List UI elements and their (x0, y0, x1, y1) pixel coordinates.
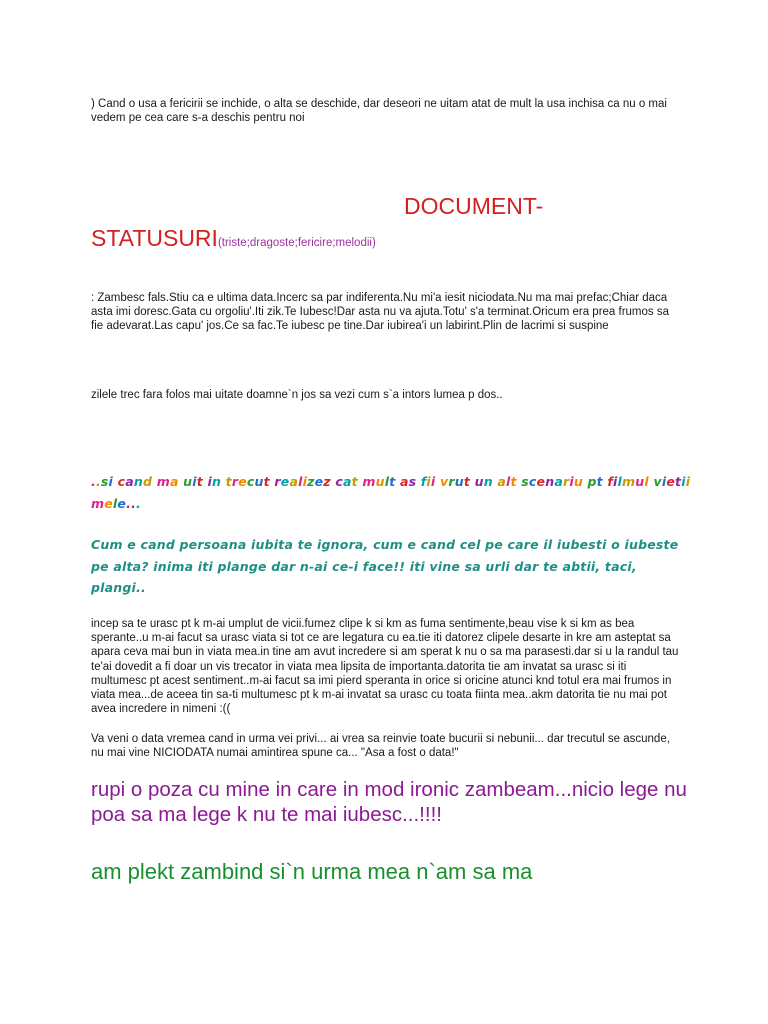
colorful-word: mult (362, 474, 396, 489)
colorful-word: scenariu (521, 474, 583, 489)
colorful-word: vrut (439, 474, 471, 489)
green-quote: am plekt zambind si`n urma mea n`am sa ma (91, 859, 533, 884)
colorful-word: cat (335, 474, 358, 489)
colorful-word: ..si (91, 474, 114, 489)
colorful-word: alt (497, 474, 517, 489)
document-title-line1: DOCUMENT- (404, 193, 544, 219)
paragraph-zilele: zilele trec fara folos mai uitate doamne`n jos sa vezi cum s`a intors lumea p dos.. (91, 389, 503, 401)
colorful-word: mele... (91, 495, 141, 511)
colorful-quote (91, 471, 691, 514)
colorful-word: realizez (274, 474, 331, 489)
colorful-word: un (474, 474, 493, 489)
colorful-word: ma (156, 474, 179, 489)
colorful-word: fii (420, 474, 436, 489)
paragraph-va-veni: Va veni o data vremea cand in urma vei privi... ai vrea sa reinvie toate bucurii si nebunii... dar trecutul se ascunde, nu mai vine NICIODATA numai amintirea spune ca... "Asa a fost o data!" (91, 733, 670, 760)
title-main: STATUSURI (91, 225, 218, 251)
teal-quote: Cum e cand persoana iubita te ignora, cum e cand cel pe care il iubesti o iubeste pe alta? inima iti plange dar n-ai ce-i face!! iti vine sa urli dar te abtii, taci, plangi.. (91, 537, 679, 595)
colorful-word: cand (117, 474, 153, 489)
colorful-word: vietii (653, 474, 691, 489)
intro-paragraph: ) Cand o usa a fericirii se inchide, o alta se deschide, dar deseori ne uitam atat de mult la usa inchisa ca nu o mai vedem pe cea care s-a deschis pentru noi (91, 98, 667, 125)
paragraph-zambesc: : Zambesc fals.Stiu ca e ultima data.Incerc sa par indiferenta.Nu mi'a iesit niciodata.Nu ma mai prefac;Chiar daca asta imi doresc.Gata cu orgoliu'.Iti zik.Te Iubesc!Dar asta nu va ajuta.Totu' s'a terminat.Oricum era prea frumos sa fie adevarat.Las capu' jos.Ce sa fac.Te iubesc pe tine.Dar iubirea'i un labirint.Plin de lacrimi si suspine (91, 292, 669, 333)
colorful-word: uit (183, 474, 203, 489)
purple-quote: rupi o poza cu mine in care in mod ironic zambeam...nicio lege nu poa sa ma lege k nu te mai iubesc...!!!! (91, 778, 687, 826)
colorful-word: as (399, 474, 417, 489)
colorful-word: filmul (607, 474, 649, 489)
colorful-word: trecut (225, 474, 270, 489)
colorful-word: in (207, 474, 222, 489)
paragraph-incep: incep sa te urasc pt k m-ai umplut de vicii.fumez clipe k si km as fuma sentimente,beau vise k si km as bea sperante..u m-ai facut sa urasc viata si tot ce are legatura cu ea.tie iti datorez clipele desarte in kre am asteptat sa apara ceva mai bun in viata mea.in tine am avut incredere si am sperat k nu o sa ma parasesti.dar si u la randul tau te'ai dovedit a fi doar un vis trecator in viata mea lipsita de importanta.datorita tie am invatat sa urasc si iti multumesc pt acest sentiment..m-ai facut sa imi pierd speranta in orice si oricine atunci knd totul era mai frumos in viata mea...de aceea tin sa-ti multumesc pt k m-ai invatat sa urasc cu toata fiinta mea..akm datorita tie nu mai pot avea incredere in nimeni :(( (91, 618, 679, 716)
document-title-line2 (91, 225, 376, 252)
colorful-word: pt (587, 474, 603, 489)
title-subtitle: (triste;dragoste;fericire;melodii) (217, 237, 376, 249)
